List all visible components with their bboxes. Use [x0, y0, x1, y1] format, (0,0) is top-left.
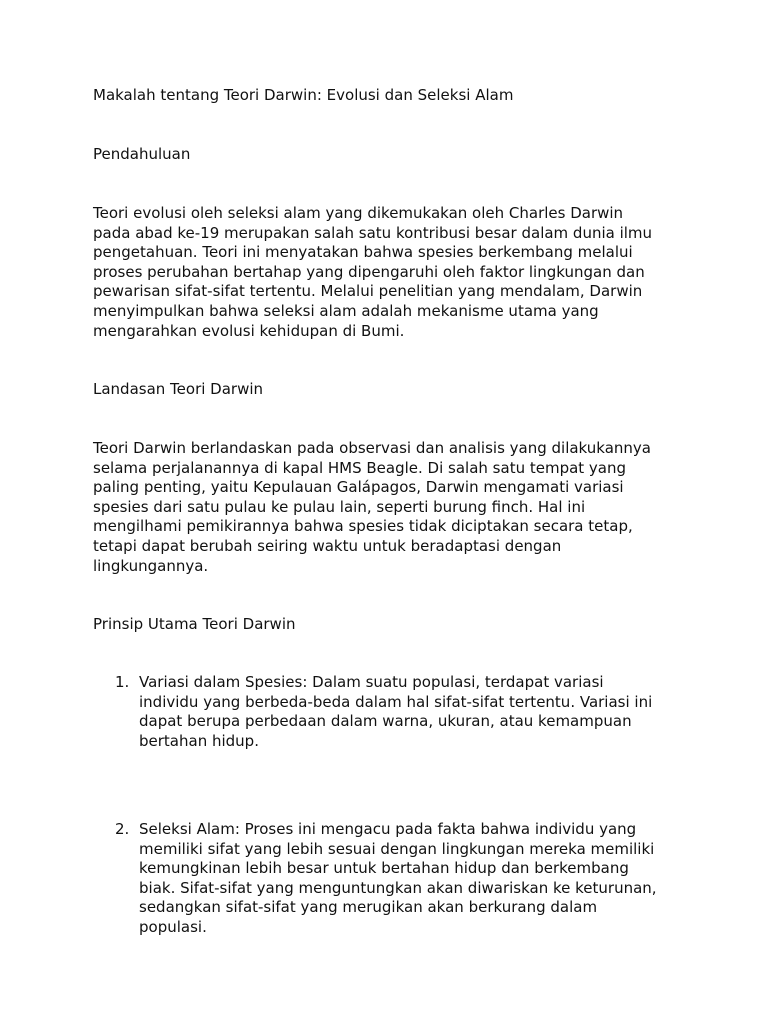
section-heading-pendahuluan: Pendahuluan	[93, 145, 191, 163]
list-item-number: 1.	[115, 673, 130, 691]
list-item-text: Seleksi Alam: Proses ini mengacu pada fakta bahwa individu yang memiliki sifat yang lebih sesuai dengan lingkungan mereka memiliki kemungkinan lebih besar untuk bertahan hidup dan berkembang biak. Sifat-sifat yang menguntungkan akan diwariskan ke keturunan, sedangkan sifat-sifat yang merugikan akan berkurang dalam populasi.	[139, 820, 657, 936]
list-item-text: Variasi dalam Spesies: Dalam suatu populasi, terdapat variasi individu yang berbeda-beda dalam hal sifat-sifat tertentu. Variasi ini dapat berupa perbedaan dalam warna, ukuran, atau kemampuan bertahan hidup.	[139, 673, 653, 750]
section-paragraph-landasan: Teori Darwin berlandaskan pada observasi dan analisis yang dilakukannya selama perjalanannya di kapal HMS Beagle. Di salah satu tempat yang paling penting, yaitu Kepulauan Galápagos, Darwin mengamati variasi spesies dari satu pulau ke pulau lain, seperti burung finch. Hal ini mengilhami pemikirannya bahwa spesies tidak diciptakan secara tetap, tetapi dapat berubah seiring waktu untuk beradaptasi dengan lingkungannya.	[93, 439, 651, 575]
section-heading-prinsip: Prinsip Utama Teori Darwin	[93, 615, 296, 633]
section-paragraph-pendahuluan: Teori evolusi oleh seleksi alam yang dikemukakan oleh Charles Darwin pada abad ke-19 merupakan salah satu kontribusi besar dalam dunia ilmu pengetahuan. Teori ini menyatakan bahwa spesies berkembang melalui proses perubahan bertahap yang dipengaruhi oleh faktor lingkungan dan pewarisan sifat-sifat tertentu. Melalui penelitian yang mendalam, Darwin menyimpulkan bahwa seleksi alam adalah mekanisme utama yang mengarahkan evolusi kehidupan di Bumi.	[93, 204, 653, 340]
list-item-number: 2.	[115, 820, 130, 838]
section-heading-landasan: Landasan Teori Darwin	[93, 380, 264, 398]
document-title: Makalah tentang Teori Darwin: Evolusi dan Seleksi Alam	[93, 86, 514, 104]
